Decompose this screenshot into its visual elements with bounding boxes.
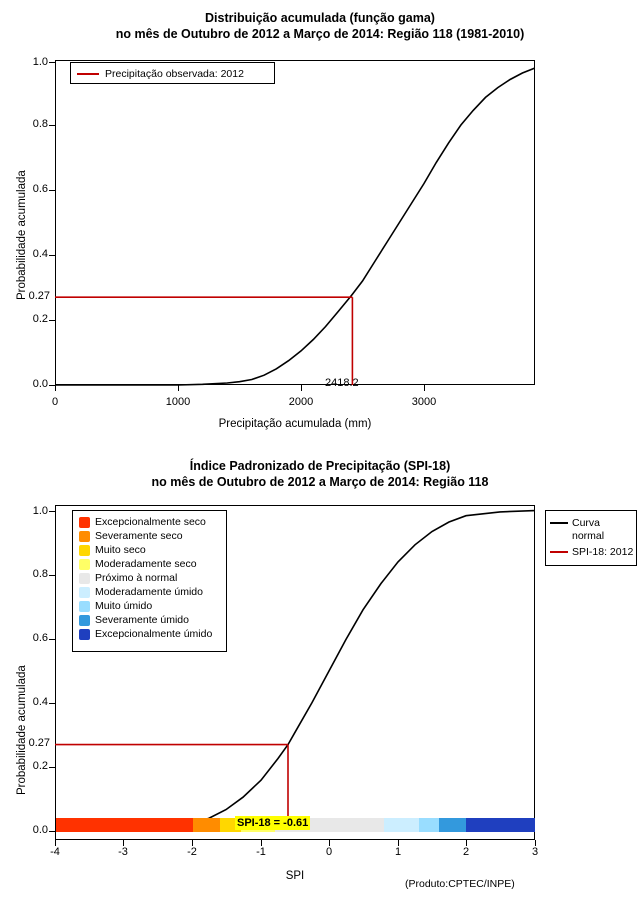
bottom-chart-panel — [0, 450, 640, 900]
bottom-ytick-4: 0.8 — [32, 568, 48, 580]
top-ytick-2: 0.4 — [32, 248, 48, 260]
legend-item-severamente-umido — [79, 613, 220, 627]
bottom-ytick-2: 0.4 — [32, 696, 48, 708]
top-xtick-3: 3000 — [411, 396, 437, 408]
bottom-xtick-1: -3 — [118, 846, 128, 858]
curve-legend — [545, 510, 637, 566]
top-legend — [70, 62, 275, 84]
top-chart-title-line2: no mês de Outubro de 2012 a Março de 2014: Região 118 (1981-2010) — [115, 27, 525, 41]
legend-item-excepcionalmente-umido — [79, 627, 220, 641]
legend-item-muito-umido — [79, 599, 220, 613]
color-swatch-icon — [79, 601, 90, 612]
product-credit: (Produto:CPTEC/INPE) — [405, 878, 515, 890]
bottom-xtick-7: 3 — [531, 846, 539, 858]
top-xtick-1: 1000 — [165, 396, 191, 408]
curve-legend-item-spi — [550, 545, 632, 558]
color-swatch-icon — [79, 629, 90, 640]
legend-label: Moderadamente seco — [95, 558, 197, 570]
curve-legend-label: Curva — [572, 516, 601, 529]
bottom-xtick-4: 0 — [325, 846, 333, 858]
curve-legend-item-normal — [550, 516, 632, 529]
legend-label: Excepcionalmente úmido — [95, 628, 213, 640]
spi-seg-excepcionalmente-umido — [466, 818, 534, 832]
curve-legend-label: normal — [572, 529, 605, 542]
top-xtick-0: 0 — [51, 396, 59, 408]
bottom-xtick-5: 1 — [394, 846, 402, 858]
top-ytick-3: 0.6 — [32, 183, 48, 195]
legend-label: Severamente úmido — [95, 614, 189, 626]
curve-legend-label: SPI-18: 2012 — [572, 545, 634, 558]
line-swatch-icon — [77, 73, 99, 75]
line-swatch-icon — [550, 551, 568, 553]
top-ytick-1: 0.2 — [32, 313, 48, 325]
spi-seg-excepcionalmente-seco — [56, 818, 193, 832]
color-swatch-icon — [79, 559, 90, 570]
top-legend-row-observed — [77, 67, 268, 81]
spi-category-legend — [72, 510, 227, 652]
spi-seg-muito-umido — [419, 818, 440, 832]
bottom-marker-prob-label: 0.27 — [28, 737, 50, 749]
color-swatch-icon — [79, 587, 90, 598]
color-swatch-icon — [79, 573, 90, 584]
bottom-chart-title-line1: Índice Padronizado de Precipitação (SPI-18) — [189, 459, 451, 473]
color-swatch-icon — [79, 615, 90, 626]
top-chart-title-line1: Distribuição acumulada (função gama) — [205, 11, 435, 25]
bottom-xtick-3: -1 — [256, 846, 266, 858]
spi-seg-severamente-umido — [439, 818, 466, 832]
line-swatch-icon — [550, 522, 568, 524]
top-marker-value-label: 2418.2 — [325, 377, 359, 389]
bottom-xtick-2: -2 — [187, 846, 197, 858]
legend-item-moderadamente-seco — [79, 557, 220, 571]
top-y-axis-label: Probabilidade acumulada — [16, 170, 28, 300]
top-marker-prob-label: 0.27 — [28, 290, 50, 302]
legend-label: Excepcionalmente seco — [95, 516, 206, 528]
bottom-chart-title-line2: no mês de Outubro de 2012 a Março de 2014: Região 118 — [151, 475, 489, 489]
spi-seg-severamente-seco — [193, 818, 220, 832]
top-ytick-5: 1.0 — [32, 56, 48, 68]
color-swatch-icon — [79, 531, 90, 542]
legend-item-severamente-seco — [79, 529, 220, 543]
color-swatch-icon — [79, 517, 90, 528]
bottom-ytick-5: 1.0 — [32, 505, 48, 517]
bottom-xtick-6: 2 — [462, 846, 470, 858]
bottom-x-axis-label: SPI — [285, 870, 305, 882]
bottom-ytick-0: 0.0 — [32, 824, 48, 836]
legend-item-muito-seco — [79, 543, 220, 557]
legend-label: Muito seco — [95, 544, 146, 556]
top-x-axis-label: Precipitação acumulada (mm) — [218, 418, 372, 430]
top-gamma-curve — [55, 68, 535, 385]
bottom-ytick-3: 0.6 — [32, 632, 48, 644]
color-swatch-icon — [79, 545, 90, 556]
top-xtick-2: 2000 — [288, 396, 314, 408]
bottom-ytick-1: 0.2 — [32, 760, 48, 772]
legend-label: Próximo à normal — [95, 572, 178, 584]
legend-item-excepcionalmente-seco — [79, 515, 220, 529]
legend-label: Severamente seco — [95, 530, 183, 542]
bottom-xtick-0: -4 — [50, 846, 60, 858]
top-ytick-0: 0.0 — [32, 378, 48, 390]
legend-label: Moderadamente úmido — [95, 586, 203, 598]
legend-item-moderadamente-umido — [79, 585, 220, 599]
top-legend-label: Precipitação observada: 2012 — [105, 68, 244, 80]
spi-value-label: SPI-18 = -0.61 — [237, 817, 309, 829]
legend-item-proximo-a-normal — [79, 571, 220, 585]
curve-legend-item-normal-line2 — [550, 529, 632, 542]
spi-seg-moderadamente-umido — [384, 818, 418, 832]
legend-label: Muito úmido — [95, 600, 153, 612]
bottom-y-axis-label: Probabilidade acumulada — [16, 665, 28, 795]
top-ytick-4: 0.8 — [32, 118, 48, 130]
